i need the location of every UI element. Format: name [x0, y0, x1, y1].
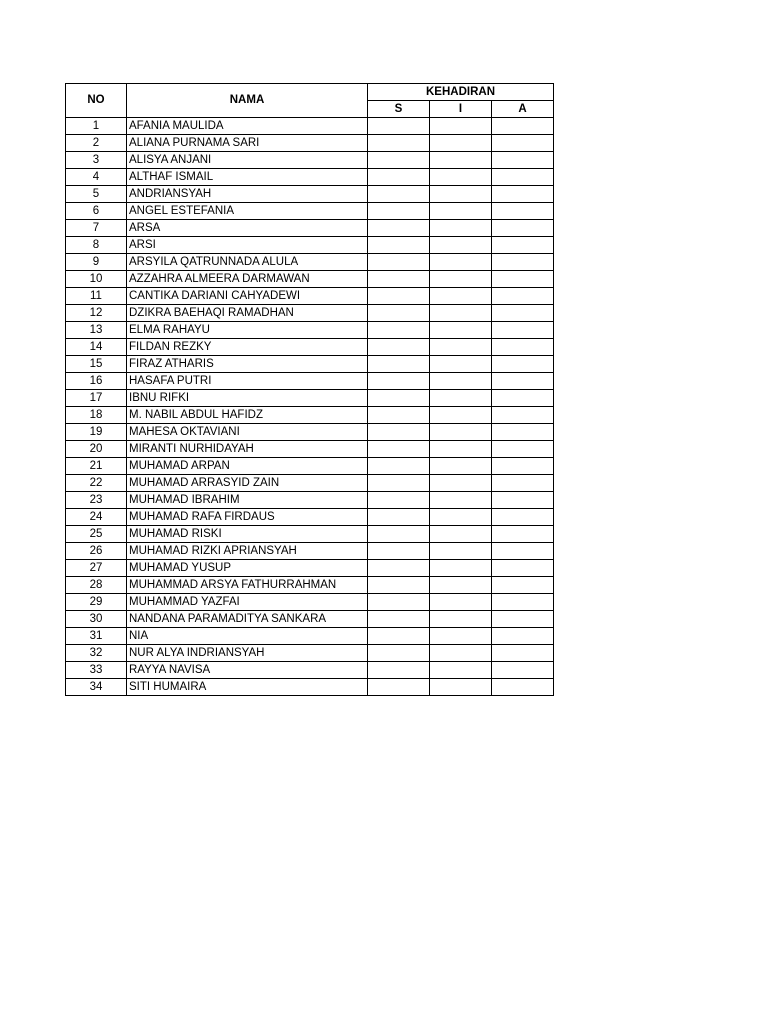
row-number: 9 [66, 254, 127, 271]
header-no: NO [66, 84, 127, 118]
attendance-cell-i[interactable] [430, 560, 492, 577]
attendance-cell-i[interactable] [430, 577, 492, 594]
student-name: MUHAMAD YUSUP [127, 560, 368, 577]
attendance-cell-a[interactable] [492, 509, 554, 526]
student-name: CANTIKA DARIANI CAHYADEWI [127, 288, 368, 305]
attendance-table [65, 83, 554, 696]
student-name: NUR ALYA INDRIANSYAH [127, 645, 368, 662]
student-name: MUHAMAD ARRASYID ZAIN [127, 475, 368, 492]
row-number: 22 [66, 475, 127, 492]
table-row [66, 152, 554, 169]
header-kehadiran: KEHADIRAN [368, 84, 554, 101]
student-name: MUHAMAD RISKI [127, 526, 368, 543]
table-row [66, 186, 554, 203]
attendance-cell-s[interactable] [368, 254, 430, 271]
attendance-cell-a[interactable] [492, 611, 554, 628]
table-row [66, 475, 554, 492]
student-name: ANDRIANSYAH [127, 186, 368, 203]
attendance-cell-i[interactable] [430, 509, 492, 526]
row-number: 20 [66, 441, 127, 458]
attendance-cell-s[interactable] [368, 203, 430, 220]
row-number: 6 [66, 203, 127, 220]
student-name: M. NABIL ABDUL HAFIDZ [127, 407, 368, 424]
attendance-cell-a[interactable] [492, 441, 554, 458]
row-number: 23 [66, 492, 127, 509]
attendance-cell-a[interactable] [492, 526, 554, 543]
attendance-cell-s[interactable] [368, 407, 430, 424]
table-row [66, 288, 554, 305]
student-name: FIRAZ ATHARIS [127, 356, 368, 373]
attendance-cell-i[interactable] [430, 322, 492, 339]
attendance-cell-a[interactable] [492, 560, 554, 577]
student-name: ARSA [127, 220, 368, 237]
row-number: 21 [66, 458, 127, 475]
attendance-cell-s[interactable] [368, 424, 430, 441]
table-row [66, 373, 554, 390]
attendance-cell-s[interactable] [368, 118, 430, 135]
attendance-cell-s[interactable] [368, 220, 430, 237]
attendance-cell-a[interactable] [492, 152, 554, 169]
student-name: MIRANTI NURHIDAYAH [127, 441, 368, 458]
attendance-cell-a[interactable] [492, 186, 554, 203]
table-row [66, 560, 554, 577]
attendance-cell-i[interactable] [430, 203, 492, 220]
attendance-cell-a[interactable] [492, 169, 554, 186]
attendance-cell-i[interactable] [430, 628, 492, 645]
attendance-cell-i[interactable] [430, 458, 492, 475]
attendance-cell-i[interactable] [430, 492, 492, 509]
attendance-table-body [66, 118, 554, 696]
student-name: MUHAMAD ARPAN [127, 458, 368, 475]
table-row [66, 526, 554, 543]
attendance-cell-s[interactable] [368, 322, 430, 339]
attendance-cell-a[interactable] [492, 118, 554, 135]
attendance-cell-a[interactable] [492, 662, 554, 679]
attendance-cell-s[interactable] [368, 356, 430, 373]
table-row [66, 305, 554, 322]
table-row [66, 356, 554, 373]
row-number: 8 [66, 237, 127, 254]
row-number: 33 [66, 662, 127, 679]
student-name: IBNU RIFKI [127, 390, 368, 407]
student-name: SITI HUMAIRA [127, 679, 368, 696]
table-row [66, 203, 554, 220]
attendance-cell-s[interactable] [368, 509, 430, 526]
student-name: NANDANA PARAMADITYA SANKARA [127, 611, 368, 628]
attendance-cell-a[interactable] [492, 679, 554, 696]
table-row [66, 118, 554, 135]
attendance-cell-s[interactable] [368, 526, 430, 543]
attendance-cell-s[interactable] [368, 186, 430, 203]
attendance-cell-i[interactable] [430, 390, 492, 407]
attendance-cell-i[interactable] [430, 169, 492, 186]
attendance-cell-a[interactable] [492, 373, 554, 390]
attendance-cell-s[interactable] [368, 594, 430, 611]
student-name: ARSI [127, 237, 368, 254]
attendance-cell-i[interactable] [430, 407, 492, 424]
attendance-cell-a[interactable] [492, 203, 554, 220]
student-name: ARSYILA QATRUNNADA ALULA [127, 254, 368, 271]
table-row [66, 509, 554, 526]
attendance-cell-s[interactable] [368, 271, 430, 288]
row-number: 13 [66, 322, 127, 339]
attendance-cell-i[interactable] [430, 220, 492, 237]
attendance-cell-a[interactable] [492, 356, 554, 373]
row-number: 2 [66, 135, 127, 152]
table-row [66, 390, 554, 407]
table-row [66, 407, 554, 424]
table-row [66, 237, 554, 254]
header-i: I [430, 101, 492, 118]
student-name: HASAFA PUTRI [127, 373, 368, 390]
attendance-cell-s[interactable] [368, 577, 430, 594]
row-number: 12 [66, 305, 127, 322]
table-row [66, 135, 554, 152]
row-number: 18 [66, 407, 127, 424]
attendance-cell-a[interactable] [492, 475, 554, 492]
attendance-cell-i[interactable] [430, 339, 492, 356]
attendance-cell-i[interactable] [430, 645, 492, 662]
attendance-cell-s[interactable] [368, 611, 430, 628]
attendance-cell-i[interactable] [430, 611, 492, 628]
attendance-cell-s[interactable] [368, 152, 430, 169]
row-number: 25 [66, 526, 127, 543]
table-row [66, 577, 554, 594]
attendance-cell-a[interactable] [492, 628, 554, 645]
attendance-cell-i[interactable] [430, 186, 492, 203]
attendance-cell-s[interactable] [368, 475, 430, 492]
attendance-cell-a[interactable] [492, 645, 554, 662]
row-number: 3 [66, 152, 127, 169]
header-a: A [492, 101, 554, 118]
student-name: MUHAMAD IBRAHIM [127, 492, 368, 509]
student-name: DZIKRA BAEHAQI RAMADHAN [127, 305, 368, 322]
table-row [66, 543, 554, 560]
header-nama: NAMA [127, 84, 368, 118]
attendance-cell-i[interactable] [430, 526, 492, 543]
student-name: ELMA RAHAYU [127, 322, 368, 339]
table-row [66, 169, 554, 186]
attendance-cell-a[interactable] [492, 577, 554, 594]
attendance-cell-s[interactable] [368, 543, 430, 560]
attendance-cell-a[interactable] [492, 271, 554, 288]
table-row [66, 594, 554, 611]
table-row [66, 254, 554, 271]
attendance-cell-a[interactable] [492, 220, 554, 237]
row-number: 15 [66, 356, 127, 373]
attendance-cell-s[interactable] [368, 628, 430, 645]
student-name: AZZAHRA ALMEERA DARMAWAN [127, 271, 368, 288]
attendance-cell-s[interactable] [368, 492, 430, 509]
row-number: 5 [66, 186, 127, 203]
attendance-cell-s[interactable] [368, 679, 430, 696]
row-number: 24 [66, 509, 127, 526]
attendance-cell-s[interactable] [368, 169, 430, 186]
attendance-cell-a[interactable] [492, 543, 554, 560]
attendance-table-header [66, 84, 554, 118]
attendance-cell-s[interactable] [368, 373, 430, 390]
student-name: ANGEL ESTEFANIA [127, 203, 368, 220]
table-row [66, 611, 554, 628]
attendance-cell-a[interactable] [492, 407, 554, 424]
row-number: 29 [66, 594, 127, 611]
attendance-cell-s[interactable] [368, 458, 430, 475]
row-number: 14 [66, 339, 127, 356]
attendance-cell-a[interactable] [492, 237, 554, 254]
table-row [66, 424, 554, 441]
row-number: 31 [66, 628, 127, 645]
table-row [66, 339, 554, 356]
attendance-cell-i[interactable] [430, 152, 492, 169]
row-number: 16 [66, 373, 127, 390]
attendance-cell-i[interactable] [430, 424, 492, 441]
table-row [66, 271, 554, 288]
attendance-cell-i[interactable] [430, 118, 492, 135]
table-row [66, 628, 554, 645]
table-row [66, 645, 554, 662]
attendance-cell-i[interactable] [430, 373, 492, 390]
attendance-cell-a[interactable] [492, 458, 554, 475]
student-name: MUHAMAD RAFA FIRDAUS [127, 509, 368, 526]
attendance-cell-i[interactable] [430, 288, 492, 305]
attendance-cell-s[interactable] [368, 339, 430, 356]
row-number: 17 [66, 390, 127, 407]
attendance-cell-s[interactable] [368, 237, 430, 254]
attendance-cell-i[interactable] [430, 594, 492, 611]
attendance-cell-s[interactable] [368, 560, 430, 577]
attendance-cell-i[interactable] [430, 475, 492, 492]
student-name: ALTHAF ISMAIL [127, 169, 368, 186]
row-number: 7 [66, 220, 127, 237]
student-name: RAYYA NAVISA [127, 662, 368, 679]
attendance-cell-a[interactable] [492, 322, 554, 339]
table-row [66, 220, 554, 237]
attendance-cell-a[interactable] [492, 594, 554, 611]
attendance-cell-a[interactable] [492, 492, 554, 509]
student-name: MUHAMMAD ARSYA FATHURRAHMAN [127, 577, 368, 594]
attendance-cell-s[interactable] [368, 288, 430, 305]
table-row [66, 441, 554, 458]
attendance-cell-a[interactable] [492, 135, 554, 152]
table-row [66, 679, 554, 696]
attendance-cell-i[interactable] [430, 679, 492, 696]
attendance-cell-i[interactable] [430, 543, 492, 560]
attendance-cell-s[interactable] [368, 645, 430, 662]
attendance-cell-a[interactable] [492, 424, 554, 441]
row-number: 10 [66, 271, 127, 288]
attendance-cell-s[interactable] [368, 441, 430, 458]
attendance-cell-i[interactable] [430, 237, 492, 254]
table-row [66, 492, 554, 509]
row-number: 19 [66, 424, 127, 441]
student-name: MAHESA OKTAVIANI [127, 424, 368, 441]
attendance-cell-i[interactable] [430, 254, 492, 271]
row-number: 1 [66, 118, 127, 135]
row-number: 32 [66, 645, 127, 662]
attendance-cell-i[interactable] [430, 305, 492, 322]
row-number: 26 [66, 543, 127, 560]
student-name: FILDAN REZKY [127, 339, 368, 356]
attendance-cell-i[interactable] [430, 441, 492, 458]
row-number: 4 [66, 169, 127, 186]
row-number: 11 [66, 288, 127, 305]
row-number: 34 [66, 679, 127, 696]
attendance-cell-a[interactable] [492, 254, 554, 271]
header-s: S [368, 101, 430, 118]
attendance-cell-s[interactable] [368, 662, 430, 679]
student-name: AFANIA MAULIDA [127, 118, 368, 135]
attendance-cell-a[interactable] [492, 305, 554, 322]
attendance-cell-i[interactable] [430, 135, 492, 152]
attendance-cell-i[interactable] [430, 356, 492, 373]
student-name: NIA [127, 628, 368, 645]
attendance-cell-s[interactable] [368, 305, 430, 322]
row-number: 28 [66, 577, 127, 594]
student-name: ALIANA PURNAMA SARI [127, 135, 368, 152]
attendance-cell-s[interactable] [368, 135, 430, 152]
attendance-cell-i[interactable] [430, 271, 492, 288]
attendance-cell-a[interactable] [492, 339, 554, 356]
table-row [66, 662, 554, 679]
table-row [66, 322, 554, 339]
student-name: ALISYA ANJANI [127, 152, 368, 169]
row-number: 30 [66, 611, 127, 628]
attendance-cell-s[interactable] [368, 390, 430, 407]
student-name: MUHAMMAD YAZFAI [127, 594, 368, 611]
attendance-cell-i[interactable] [430, 662, 492, 679]
attendance-cell-a[interactable] [492, 390, 554, 407]
row-number: 27 [66, 560, 127, 577]
table-row [66, 458, 554, 475]
student-name: MUHAMAD RIZKI APRIANSYAH [127, 543, 368, 560]
attendance-cell-a[interactable] [492, 288, 554, 305]
